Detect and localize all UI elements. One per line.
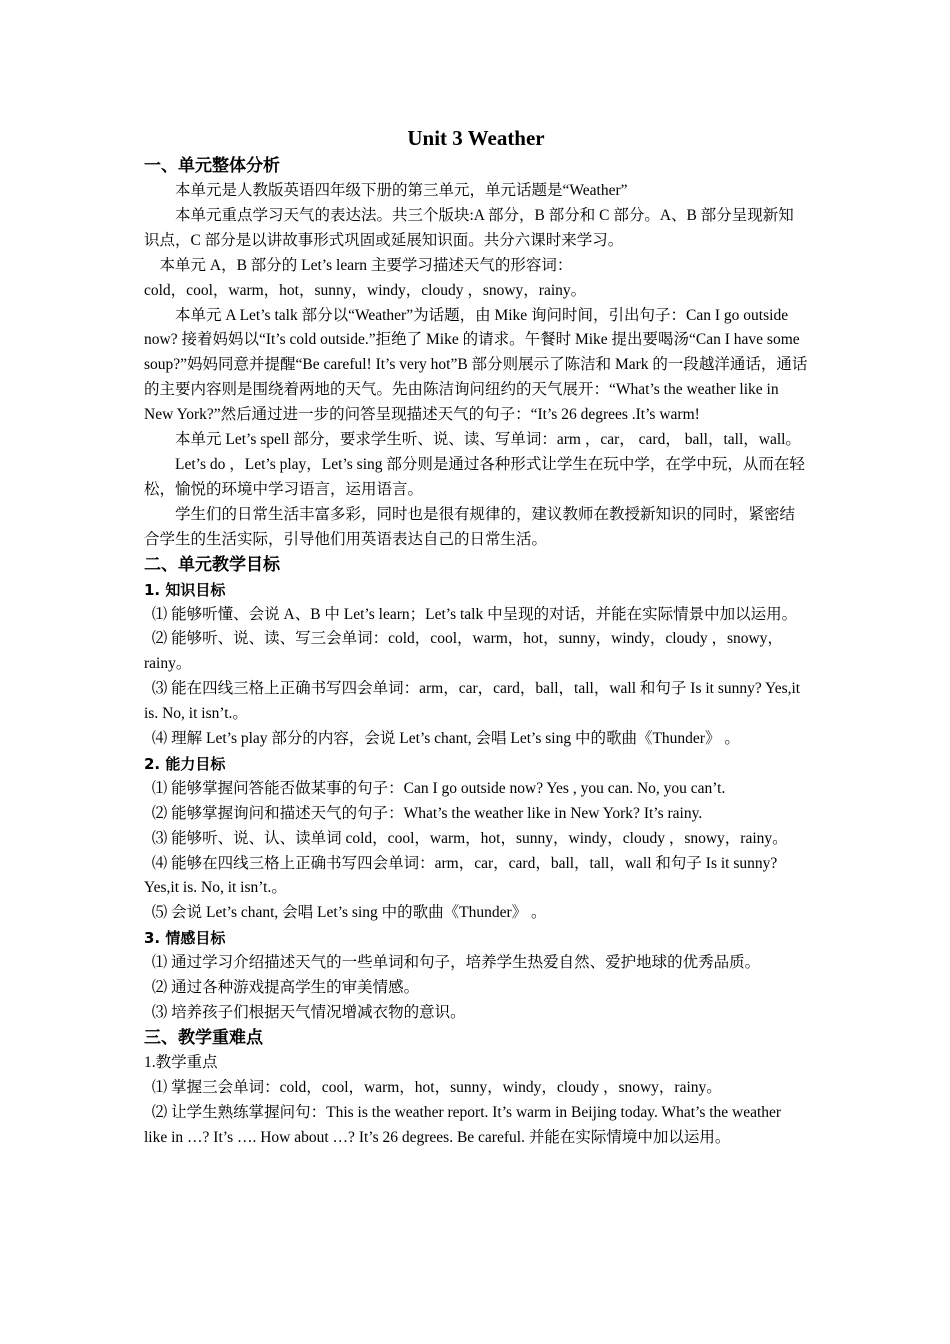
section-heading-key-points: 三、教学重难点 [144,1027,263,1048]
list-item: ⑷ 理解 Let’s play 部分的内容，会说 Let’s chant, 会唱 Let’s sing 中的歌曲《Thunder》 。 [151,730,740,748]
paragraph: 本单元是人教版英语四年级下册的第三单元，单元话题是“Weather” [175,182,628,199]
paragraph: 本单元 A Let’s talk 部分以“Weather”为话题，由 Mike 询问时间，引出句子：Can I go outside now? 接着妈妈以“It’s cold outside.”拒绝了 Mike 的请求。午餐时 Mike 提出要喝汤“Can I have some soup?”妈妈同意并提醒“Be careful! It’s very hot”B 部分则展示了陈洁和 Mark 的一段越洋通话，通话的主要内容则是围绕着两地的天气。先由陈洁询问纽约的天气展开：“What’s the weather like in New York?”然后通过进一步的问答呈现描述天气的句子：“It’s 26 degrees .It’s warm! [144,306,808,424]
subsection-heading-ability: 2. 能力目标 [144,754,226,773]
section-heading-objectives: 二、单元教学目标 [144,554,280,575]
list-item: ⑷ 能够在四线三格上正确书写四会单词：arm，car，card，ball，tall，wall 和句子 Is it sunny? Yes,it is. No, it isn’t.。 [144,854,778,897]
paragraph: 本单元重点学习天气的表达法。共三个版块:A 部分，B 部分和 C 部分。A、B 部分呈现新知识点，C 部分是以讲故事形式巩固或延展知识面。共分六课时来学习。 [144,206,794,249]
paragraph: 本单元 A，B 部分的 Let’s learn 主要学习描述天气的形容词： [159,256,573,274]
subsection-heading-emotion: 3. 情感目标 [144,929,226,948]
list-item: ⑵ 通过各种游戏提高学生的审美情感。 [151,979,420,997]
list-item: ⑶ 能够听、说、认、读单词 cold，cool，warm，hot，sunny，windy，cloudy ，snowy，rainy。 [151,829,788,847]
list-item: ⑵ 能够听、说、读、写三会单词：cold，cool，warm，hot，sunny，windy，cloudy ，snowy，rainy。 [144,630,783,673]
list-item: ⑶ 能在四线三格上正确书写四会单词：arm，car，card，ball，tall，wall 和句子 Is it sunny? Yes,it is. No, it isn’t.。 [144,680,801,723]
list-item: ⑴ 能够听懂、会说 A、B 中 Let’s learn；Let’s talk 中呈现的对话，并能在实际情景中加以运用。 [151,605,798,623]
paragraph: 学生们的日常生活丰富多彩，同时也是很有规律的，建议教师在教授新知识的同时，紧密结合学生的生活实际，引导他们用英语表达自己的日常生活。 [144,505,796,548]
subsection-heading-knowledge: 1. 知识目标 [144,580,226,599]
list-item: ⑴ 能够掌握问答能否做某事的句子：Can I go outside now? Yes , you can. No, you can’t. [151,779,726,797]
paragraph: cold，cool，warm，hot，sunny，windy，cloudy ，snowy，rainy。 [144,281,587,299]
list-item: ⑵ 让学生熟练掌握问句：This is the weather report. It’s warm in Beijing today. What’s the weather like in …? It’s …. How about …? It’s 26 degrees. Be careful. 并能在实际情境中加以运用。 [144,1103,782,1146]
list-item: ⑵ 能够掌握询问和描述天气的句子：What’s the weather like in New York? It’s rainy. [151,804,703,822]
subsection-heading-teaching-focus: 1.教学重点 [144,1053,218,1071]
document-title: Unit 3 Weather [407,126,545,150]
paragraph: 本单元 Let’s spell 部分，要求学生听、说、读、写单词：arm ，car， card， ball，tall，wall。 [175,431,801,449]
section-heading-analysis: 一、单元整体分析 [144,156,280,176]
list-item: ⑴ 通过学习介绍描述天气的一些单词和句子，培养学生热爱自然、爱护地球的优秀品质。 [151,954,761,972]
paragraph: Let’s do ，Let’s play，Let’s sing 部分则是通过各种形式让学生在玩中学，在学中玩，从而在轻松，愉悦的环境中学习语言，运用语言。 [144,455,805,498]
list-item: ⑶ 培养孩子们根据天气情况增减衣物的意识。 [151,1004,466,1021]
list-item: ⑸ 会说 Let’s chant, 会唱 Let’s sing 中的歌曲《Thunder》 。 [151,904,547,922]
list-item: ⑴ 掌握三会单词：cold，cool，warm，hot，sunny，windy，cloudy ，snowy，rainy。 [151,1078,722,1096]
document-body [144,124,808,1151]
